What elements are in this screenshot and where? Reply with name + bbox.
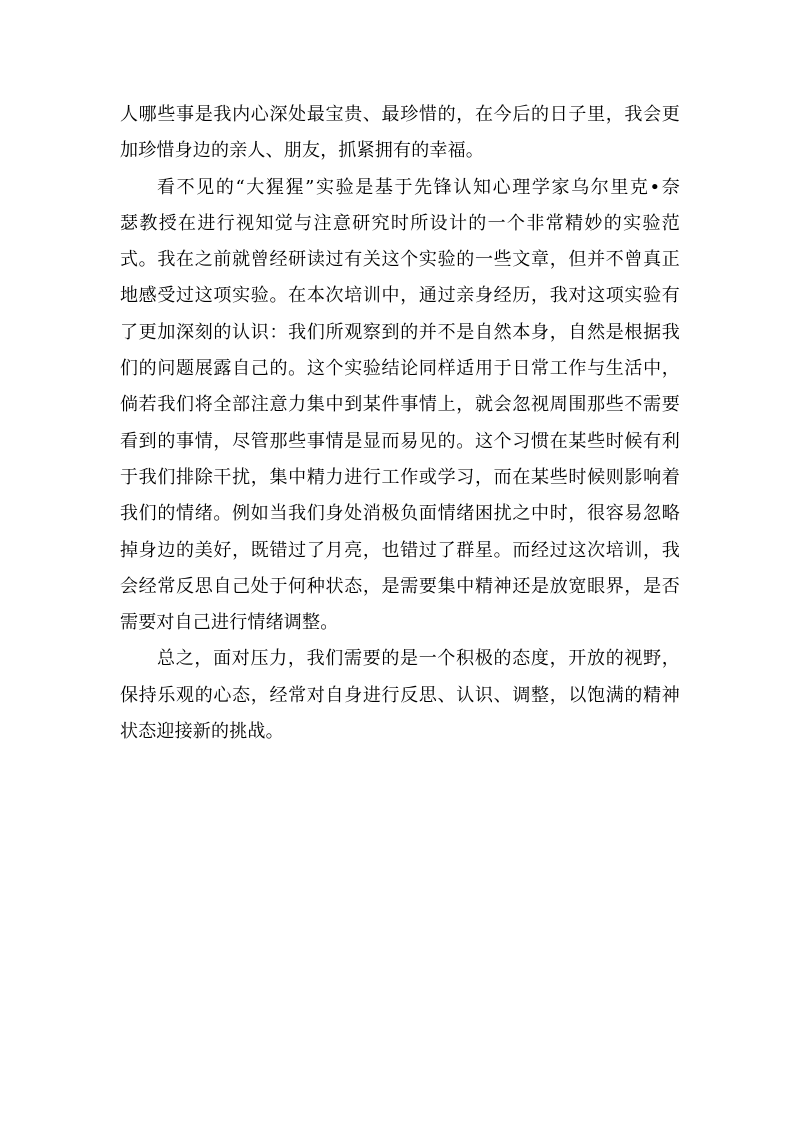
text-line: 地感受过这项实验。在本次培训中，通过亲身经历，我对这项实验有: [120, 285, 680, 307]
text-line: 看到的事情，尽管那些事情是显而易见的。这个习惯在某些时候有利: [120, 430, 680, 452]
text-line: 瑟教授在进行视知觉与注意研究时所设计的一个非常精妙的实验范: [120, 212, 680, 234]
text-line: 们的问题展露自己的。这个实验结论同样适用于日常工作与生活中，: [120, 358, 680, 380]
text-line: 保持乐观的心态，经常对自身进行反思、认识、调整，以饱满的精神: [120, 684, 680, 706]
text-line: 掉身边的美好，既错过了月亮，也错过了群星。而经过这次培训，我: [120, 539, 680, 561]
text-line: 总之，面对压力，我们需要的是一个积极的态度，开放的视野，: [157, 648, 680, 670]
paragraph-2: [120, 170, 680, 642]
text-line: 于我们排除干扰，集中精力进行工作或学习，而在某些时候则影响着: [120, 466, 680, 488]
text-line: 倘若我们将全部注意力集中到某件事情上，就会忽视周围那些不需要: [120, 394, 680, 416]
text-line: 人哪些事是我内心深处最宝贵、最珍惜的，在今后的日子里，我会更: [120, 104, 680, 125]
text-line: 状态迎接新的挑战。: [120, 721, 284, 743]
document-body: [120, 97, 680, 750]
text-line: 了更加深刻的认识：我们所观察到的并不是自然本身，自然是根据我: [120, 321, 680, 343]
text-line: 式。我在之前就曾经研读过有关这个实验的一些文章，但并不曾真正: [120, 249, 680, 271]
paragraph-3: [120, 641, 680, 750]
text-line: 加珍惜身边的亲人、朋友，抓紧拥有的幸福。: [120, 140, 484, 162]
paragraph-1: [120, 97, 680, 170]
text-line: 需要对自己进行情绪调整。: [120, 612, 339, 634]
text-line: 看不见的“大猩猩”实验是基于先锋认知心理学家乌尔里克•奈: [157, 176, 680, 198]
text-line: 会经常反思自己处于何种状态，是需要集中精神还是放宽眼界，是否: [120, 575, 680, 597]
text-line: 我们的情绪。例如当我们身处消极负面情绪困扰之中时，很容易忽略: [120, 503, 680, 525]
